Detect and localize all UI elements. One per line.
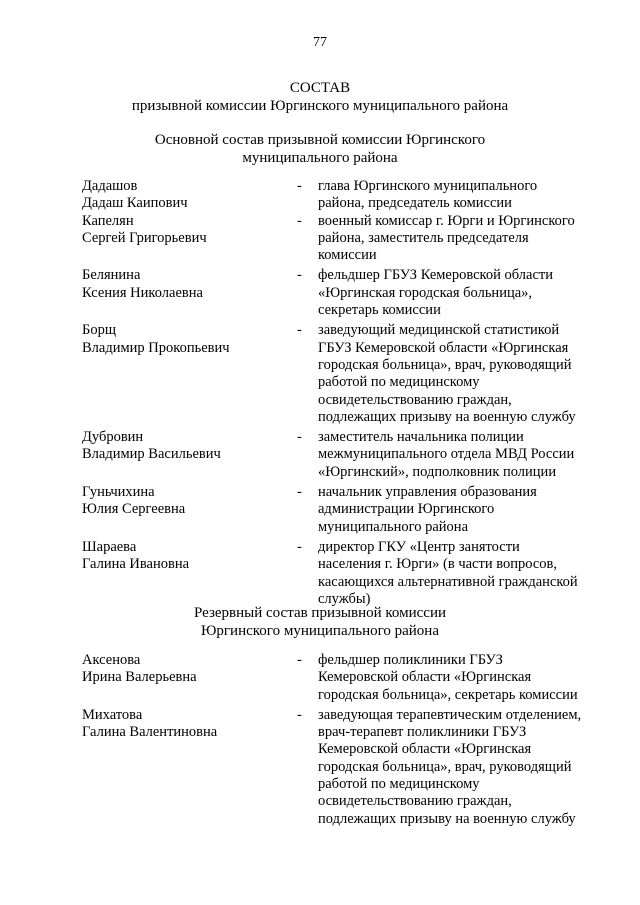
dash-separator: - bbox=[297, 429, 302, 446]
member-entry bbox=[0, 429, 640, 481]
role-line: муниципального района bbox=[318, 518, 468, 535]
dash-separator: - bbox=[297, 484, 302, 501]
member-name bbox=[82, 267, 282, 302]
member-surname: Дадашов bbox=[82, 178, 138, 194]
reserve-heading bbox=[0, 604, 640, 640]
member-name bbox=[82, 707, 282, 742]
role-line: межмуниципального отдела МВД России bbox=[318, 446, 575, 463]
member-role bbox=[318, 484, 598, 536]
member-surname: Шараева bbox=[82, 538, 137, 555]
member-surname: Борщ bbox=[82, 322, 116, 339]
role-line: городская больница», врач, руководящий bbox=[318, 356, 572, 373]
role-line: городская больница», секретарь комиссии bbox=[318, 686, 578, 703]
dash-separator: - bbox=[297, 652, 302, 668]
member-given-name: Дадаш Каипович bbox=[82, 195, 188, 212]
member-given-name: Ксения Николаевна bbox=[82, 284, 203, 301]
member-role bbox=[318, 652, 598, 704]
role-line: работой по медицинскому bbox=[318, 374, 480, 391]
member-name bbox=[82, 652, 282, 687]
member-given-name: Сергей Григорьевич bbox=[82, 229, 207, 246]
role-line: директор ГКУ «Центр занятости bbox=[318, 538, 520, 555]
page-number: 77 bbox=[313, 35, 327, 50]
member-entry bbox=[0, 484, 640, 536]
role-line: освидетельствованию граждан, bbox=[318, 391, 512, 408]
role-line: заведующий медицинской статистикой bbox=[318, 322, 560, 339]
role-line: района, заместитель председателя bbox=[318, 229, 529, 246]
reserve-heading-line: Юргинского муниципального района bbox=[200, 623, 439, 639]
member-role bbox=[318, 429, 598, 481]
member-role bbox=[318, 539, 598, 608]
role-line: заведующая терапевтическим отделением, bbox=[318, 706, 582, 723]
member-name bbox=[82, 429, 282, 464]
role-line: «Юргинский», подполковник полиции bbox=[318, 463, 557, 480]
member-role bbox=[318, 322, 598, 426]
role-line: работой по медицинскому bbox=[318, 776, 480, 793]
role-line: глава Юргинского муниципального bbox=[318, 178, 538, 194]
member-role bbox=[318, 213, 598, 265]
member-given-name: Владимир Васильевич bbox=[82, 446, 221, 463]
dash-separator: - bbox=[297, 706, 302, 723]
member-entry bbox=[0, 322, 640, 426]
member-name bbox=[82, 178, 282, 213]
member-surname: Капелян bbox=[82, 212, 134, 229]
document-title: СОСТАВ bbox=[289, 80, 351, 96]
member-surname: Дубровин bbox=[82, 429, 144, 446]
member-entry bbox=[0, 267, 640, 319]
main-heading-line: муниципального района bbox=[242, 150, 398, 166]
member-entry bbox=[0, 539, 640, 608]
role-line: начальник управления образования bbox=[318, 484, 537, 501]
dash-separator: - bbox=[297, 267, 302, 284]
role-line: администрации Юргинского bbox=[318, 501, 495, 518]
role-line: освидетельствованию граждан, bbox=[318, 793, 512, 810]
role-line: населения г. Юрги» (в части вопросов, bbox=[318, 556, 557, 573]
dash-separator: - bbox=[297, 322, 302, 339]
role-line: фельдшер поликлиники ГБУЗ bbox=[318, 652, 503, 668]
member-entry bbox=[0, 652, 640, 704]
member-surname: Белянина bbox=[82, 267, 141, 284]
reserve-heading-line: Резервный состав призывной комиссии bbox=[193, 605, 447, 621]
role-line: фельдшер ГБУЗ Кемеровской области bbox=[318, 267, 553, 284]
role-line: «Юргинская городская больница», bbox=[318, 284, 533, 301]
member-role bbox=[318, 707, 598, 828]
member-given-name: Ирина Валерьевна bbox=[82, 669, 197, 686]
role-line: врач-терапевт поликлиники ГБУЗ bbox=[318, 724, 527, 741]
dash-separator: - bbox=[297, 178, 302, 194]
role-line: Кемеровской области «Юргинская bbox=[318, 741, 532, 758]
role-line: городская больница», врач, руководящий bbox=[318, 758, 572, 775]
role-line: подлежащих призыву на военную службу bbox=[318, 810, 576, 827]
main-heading-line: Основной состав призывной комиссии Юргинского bbox=[154, 132, 486, 148]
member-surname: Гуньчихина bbox=[82, 484, 155, 501]
member-name bbox=[82, 213, 282, 248]
member-given-name: Владимир Прокопьевич bbox=[82, 339, 230, 356]
role-line: района, председатель комиссии bbox=[318, 195, 512, 212]
dash-separator: - bbox=[297, 212, 302, 229]
member-given-name: Галина Валентиновна bbox=[82, 724, 218, 741]
member-role bbox=[318, 267, 598, 319]
role-line: секретарь комиссии bbox=[318, 302, 441, 319]
member-entry bbox=[0, 213, 640, 265]
member-name bbox=[82, 322, 282, 357]
main-heading bbox=[0, 131, 640, 167]
role-line: службы) bbox=[318, 590, 371, 607]
main-members-list bbox=[0, 178, 640, 608]
role-line: подлежащих призыву на военную службу bbox=[318, 408, 576, 425]
member-name bbox=[82, 484, 282, 519]
dash-separator: - bbox=[297, 538, 302, 555]
member-name bbox=[82, 539, 282, 574]
role-line: касающихся альтернативной гражданской bbox=[318, 573, 578, 590]
member-role bbox=[318, 178, 598, 213]
member-given-name: Юлия Сергеевна bbox=[82, 501, 186, 518]
document-subtitle: призывной комиссии Юргинского муниципального района bbox=[131, 98, 509, 114]
member-entry bbox=[0, 707, 640, 828]
reserve-members-list bbox=[0, 652, 640, 828]
role-line: ГБУЗ Кемеровской области «Юргинская bbox=[318, 339, 569, 356]
role-line: военный комиссар г. Юрги и Юргинского bbox=[318, 212, 575, 229]
role-line: заместитель начальника полиции bbox=[318, 429, 524, 446]
member-surname: Михатова bbox=[82, 706, 143, 723]
role-line: комиссии bbox=[318, 247, 377, 264]
member-entry bbox=[0, 178, 640, 213]
member-given-name: Галина Ивановна bbox=[82, 556, 190, 573]
member-surname: Аксенова bbox=[82, 652, 141, 668]
role-line: Кемеровской области «Юргинская bbox=[318, 669, 532, 686]
